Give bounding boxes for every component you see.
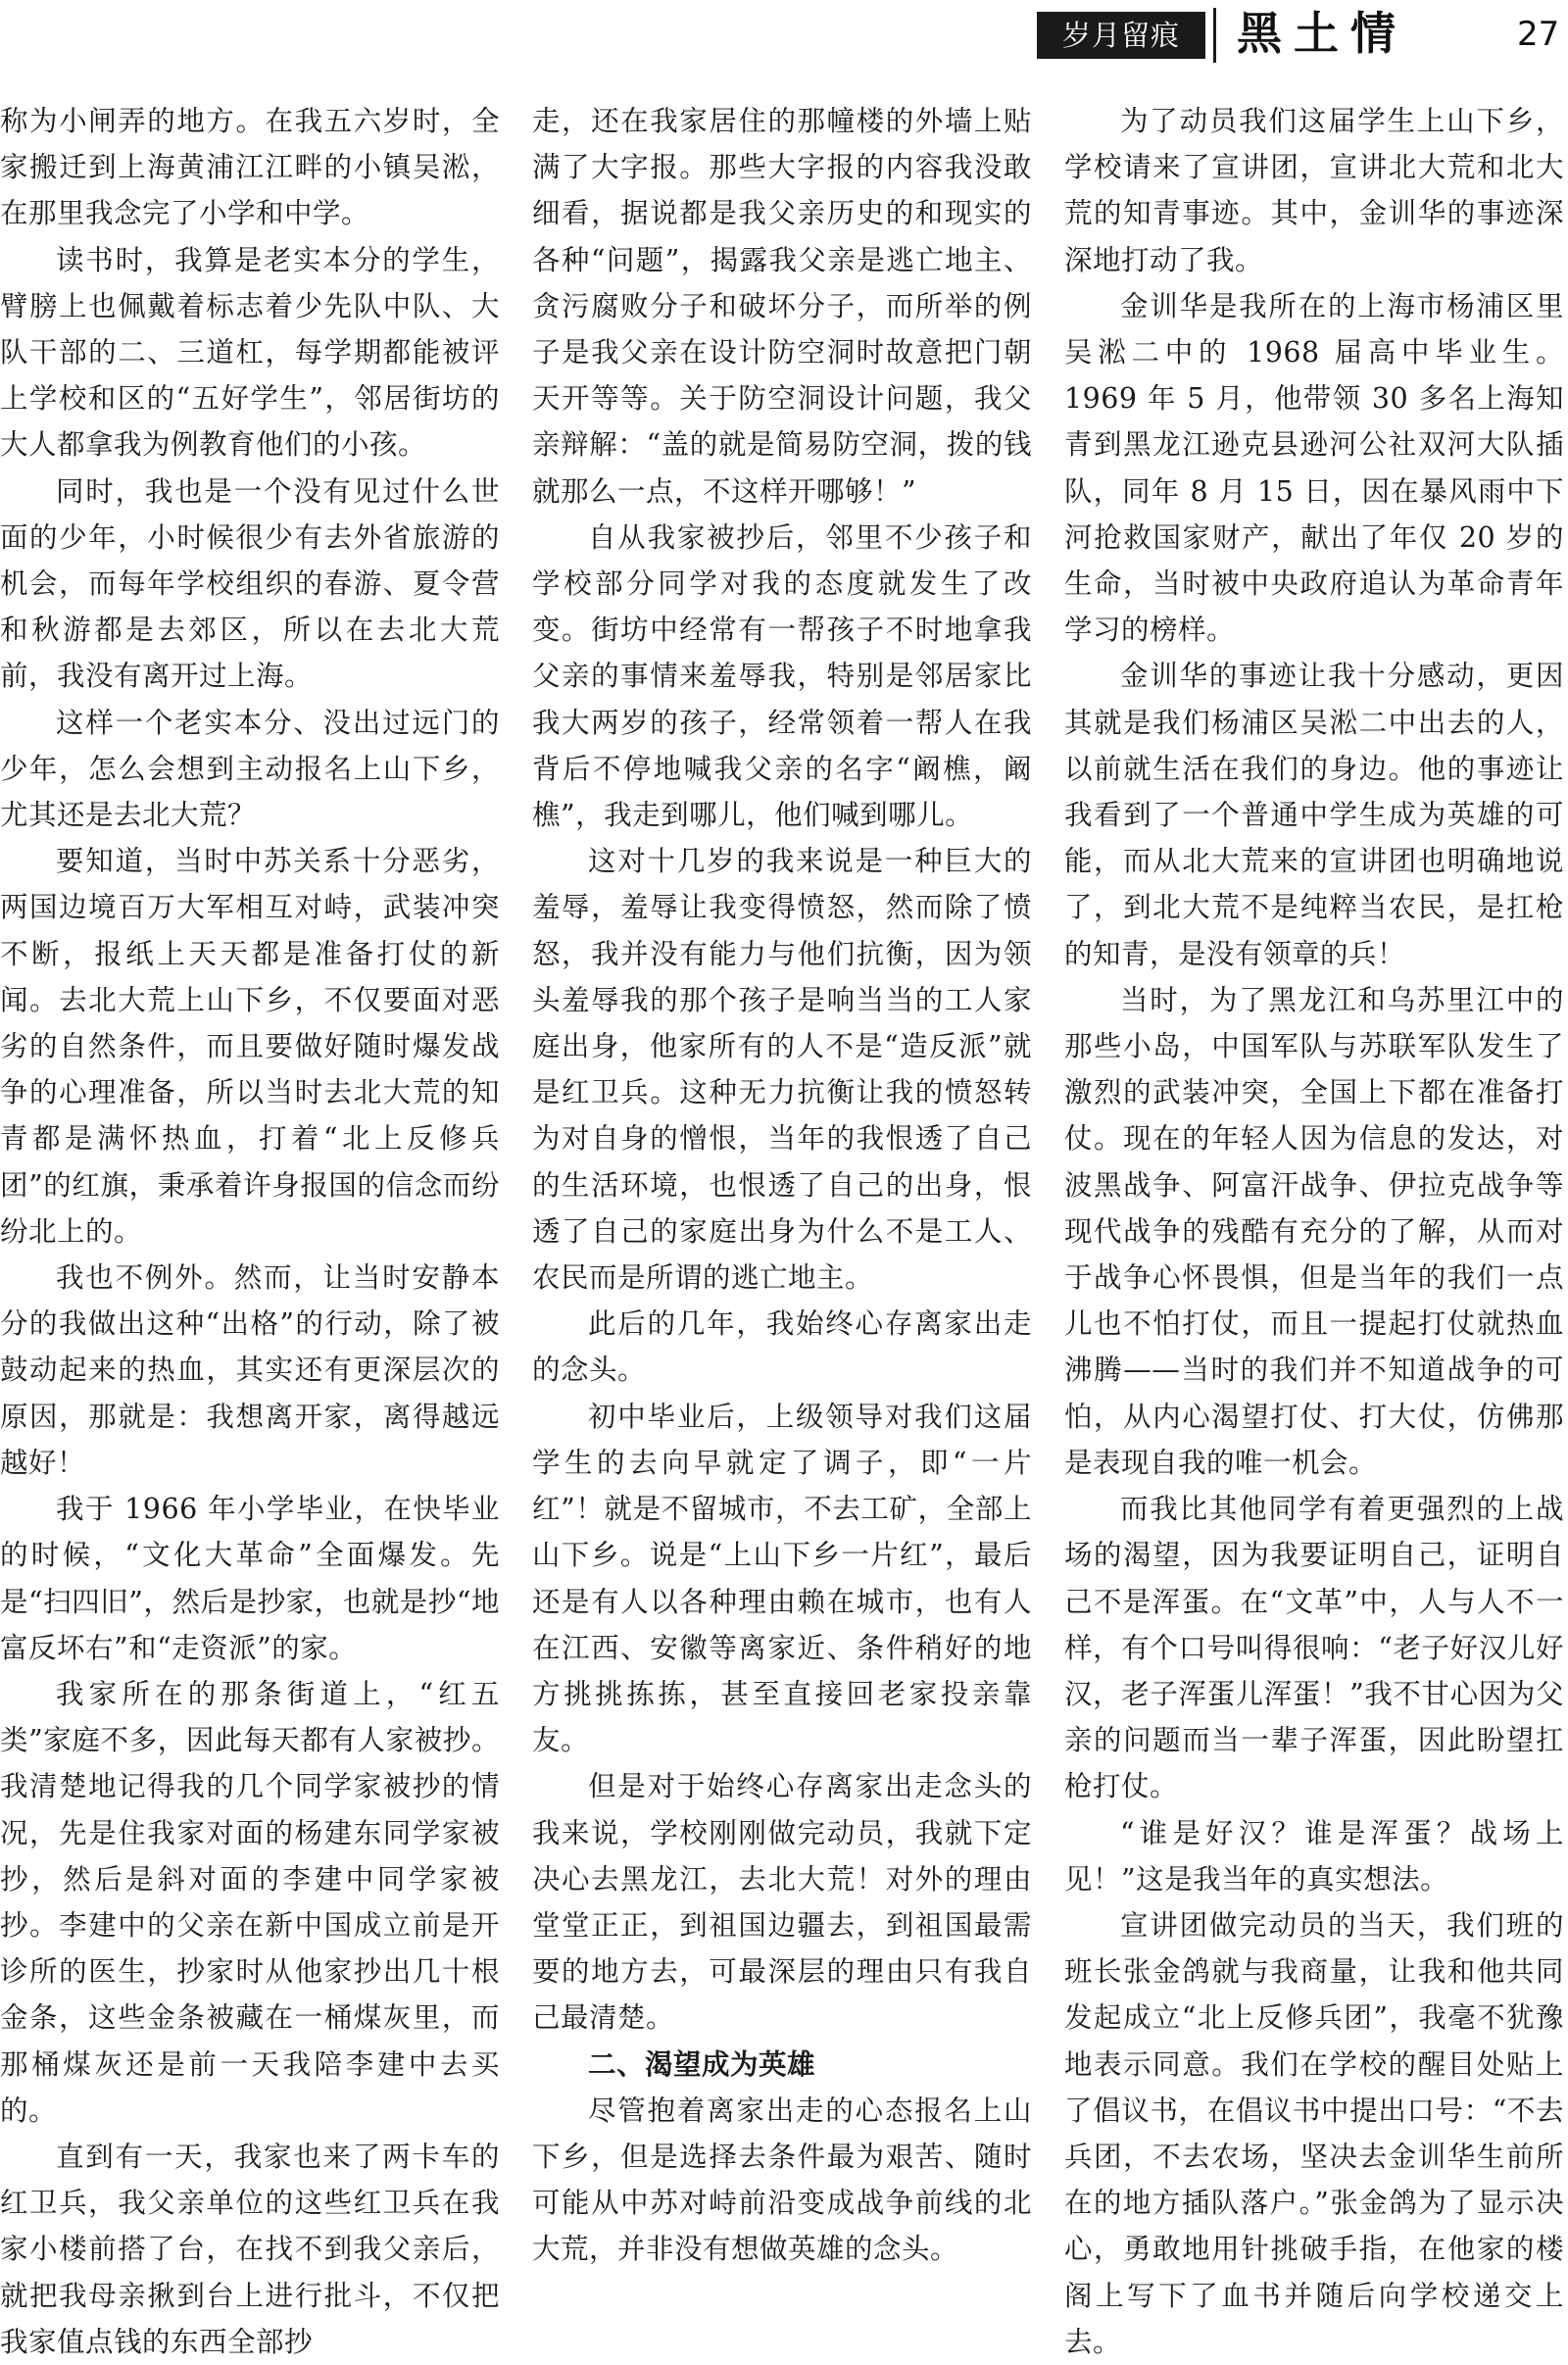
paragraph: 尽管抱着离家出走的心态报名上山下乡，但是选择去条件最为艰苦、随时可能从中苏对峙前沿变成战争前线的北大荒，并非没有想做英雄的念头。 bbox=[532, 2094, 1032, 2266]
paragraph: 我家所在的那条街道上，“红五类”家庭不多，因此每天都有人家被抄。我清楚地记得我的几个同学家被抄的情况，先是住我家对面的杨建东同学家被抄，然后是斜对面的李建中同学家被抄。李建中的父亲在新中国成立前是开诊所的医生，抄家时从他家抄出几十根金条，这些金条被藏在一桶煤灰里，而那桶煤灰还是前一天我陪李建中去买的。 bbox=[0, 1677, 500, 2127]
paragraph: 我也不例外。然而，让当时安静本分的我做出这种“出格”的行动，除了被鼓动起来的热血，其实还有更深层次的原因，那就是：我想离开家，离得越远越好！ bbox=[0, 1261, 500, 1479]
paragraph: 称为小闸弄的地方。在我五六岁时，全家搬迁到上海黄浦江江畔的小镇吴淞，在那里我念完了小学和中学。 bbox=[0, 105, 500, 230]
article-column-1 bbox=[0, 98, 500, 2365]
paragraph: 我于 1966 年小学毕业，在快毕业的时候，“文化大革命”全面爆发。先是“扫四旧”，然后是抄家，也就是抄“地富反坏右”和“走资派”的家。 bbox=[0, 1493, 500, 1664]
article-column-2 bbox=[532, 98, 1032, 2273]
paragraph: 此后的几年，我始终心存离家出走的念头。 bbox=[532, 1307, 1032, 1387]
header-divider bbox=[1213, 8, 1216, 63]
paragraph: 金训华是我所在的上海市杨浦区里吴淞二中的 1968 届高中毕业生。1969 年 5 月，他带领 30 多名上海知青到黑龙江逊克县逊河公社双河大队插队，同年 8 月 15 日，因在暴风雨中下河抢救国家财产，献出了年仅 20 岁的生命，当时被中央政府追认为革命青年学习的榜样。 bbox=[1064, 289, 1564, 647]
page-header bbox=[0, 0, 1568, 69]
paragraph: 初中毕业后，上级领导对我们这届学生的去向早就定了调子，即“一片红”！就是不留城市，不去工矿，全部上山下乡。说是“上山下乡一片红”，最后还是有人以各种理由赖在城市，也有人在江西、安徽等离家近、条件稍好的地方挑挑拣拣，甚至直接回老家投亲靠友。 bbox=[532, 1400, 1032, 1757]
paragraph: 宣讲团做完动员的当天，我们班的班长张金鸽就与我商量，让我和他共同发起成立“北上反修兵团”，我毫不犹豫地表示同意。我们在学校的醒目处贴上了倡议书，在倡议书中提出口号：“不去兵团，不去农场，坚决去金训华生前所在的地方插队落户。”张金鸽为了显示决心，勇敢地用针挑破手指，在他家的楼阁上写下了血书并随后向学校递交上去。 bbox=[1064, 1908, 1564, 2358]
paragraph: 要知道，当时中苏关系十分恶劣，两国边境百万大军相互对峙，武装冲突不断，报纸上天天都是准备打仗的新闻。去北大荒上山下乡，不仅要面对恶劣的自然条件，而且要做好随时爆发战争的心理准备，所以当时去北大荒的知青都是满怀热血，打着“北上反修兵团”的红旗，秉承着许身报国的信念而纷纷北上的。 bbox=[0, 845, 500, 1248]
section-tag: 岁月留痕 bbox=[1037, 12, 1205, 59]
paragraph: 同时，我也是一个没有见过什么世面的少年，小时候很少有去外省旅游的机会，而每年学校组织的春游、夏令营和秋游都是去郊区，所以在去北大荒前，我没有离开过上海。 bbox=[0, 474, 500, 693]
paragraph: 金训华的事迹让我十分感动，更因其就是我们杨浦区吴淞二中出去的人，以前就生活在我们的身边。他的事迹让我看到了一个普通中学生成为英雄的可能，而从北大荒来的宣讲团也明确地说了，到北大荒不是纯粹当农民，是扛枪的知青，是没有领章的兵！ bbox=[1064, 660, 1564, 970]
paragraph: “谁是好汉？谁是浑蛋？战场上见！”这是我当年的真实想法。 bbox=[1064, 1816, 1564, 1896]
paragraph: 直到有一天，我家也来了两卡车的红卫兵，我父亲单位的这些红卫兵在我家小楼前搭了台，在找不到我父亲后，就把我母亲揪到台上进行批斗，不仅把我家值点钱的东西全部抄 bbox=[0, 2140, 500, 2358]
paragraph: 读书时，我算是老实本分的学生，臂膀上也佩戴着标志着少先队中队、大队干部的二、三道杠，每学期都能被评上学校和区的“五好学生”，邻居街坊的大人都拿我为例教育他们的小孩。 bbox=[0, 243, 500, 462]
article-column-3 bbox=[1064, 98, 1564, 2365]
paragraph: 这对十几岁的我来说是一种巨大的羞辱，羞辱让我变得愤怒，然而除了愤怒，我并没有能力与他们抗衡，因为领头羞辱我的那个孩子是响当当的工人家庭出身，他家所有的人不是“造反派”就是红卫兵。这种无力抗衡让我的愤怒转为对自身的憎恨，当年的我恨透了自己的生活环境，也恨透了自己的出身，恨透了自己的家庭出身为什么不是工人、农民而是所谓的逃亡地主。 bbox=[532, 845, 1032, 1295]
paragraph: 走，还在我家居住的那幢楼的外墙上贴满了大字报。那些大字报的内容我没敢细看，据说都是我父亲历史的和现实的各种“问题”，揭露我父亲是逃亡地主、贪污腐败分子和破坏分子，而所举的例子是我父亲在设计防空洞时故意把门朝天开等等。关于防空洞设计问题，我父亲辩解：“盖的就是简易防空洞，拨的钱就那么一点，不这样开哪够！” bbox=[532, 105, 1032, 508]
paragraph: 当时，为了黑龙江和乌苏里江中的那些小岛，中国军队与苏联军队发生了激烈的武装冲突，全国上下都在准备打仗。现在的年轻人因为信息的发达，对波黑战争、阿富汗战争、伊拉克战争等现代战争的残酷有充分的了解，从而对于战争心怀畏惧，但是当年的我们一点儿也不怕打仗，而且一提起打仗就热血沸腾——当时的我们并不知道战争的可怕，从内心渴望打仗、打大仗，仿佛那是表现自我的唯一机会。 bbox=[1064, 983, 1564, 1479]
paragraph: 自从我家被抄后，邻里不少孩子和学校部分同学对我的态度就发生了改变。街坊中经常有一帮孩子不时地拿我父亲的事情来羞辱我，特别是邻居家比我大两岁的孩子，经常领着一帮人在我背后不停地喊我父亲的名字“阚樵，阚樵”，我走到哪儿，他们喊到哪儿。 bbox=[532, 520, 1032, 832]
page-number: 27 bbox=[1517, 15, 1560, 54]
paragraph: 为了动员我们这届学生上山下乡，学校请来了宣讲团，宣讲北大荒和北大荒的知青事迹。其中，金训华的事迹深深地打动了我。 bbox=[1064, 105, 1564, 276]
paragraph: 而我比其他同学有着更强烈的上战场的渴望，因为我要证明自己，证明自己不是浑蛋。在“文革”中，人与人不一样，有个口号叫得很响：“老子好汉儿好汉，老子浑蛋儿浑蛋！”我不甘心因为父亲的问题而当一辈子浑蛋，因此盼望扛枪打仗。 bbox=[1064, 1493, 1564, 1803]
section-heading: 二、渴望成为英雄 bbox=[588, 2047, 816, 2081]
paragraph: 但是对于始终心存离家出走念头的我来说，学校刚刚做完动员，我就下定决心去黑龙江，去北大荒！对外的理由堂堂正正，到祖国边疆去，到祖国最需要的地方去，可最深层的理由只有我自己最清楚。 bbox=[532, 1770, 1032, 2035]
magazine-title: 黑土情 bbox=[1237, 7, 1407, 60]
paragraph: 这样一个老实本分、没出过远门的少年，怎么会想到主动报名上山下乡，尤其还是去北大荒？ bbox=[0, 706, 500, 832]
